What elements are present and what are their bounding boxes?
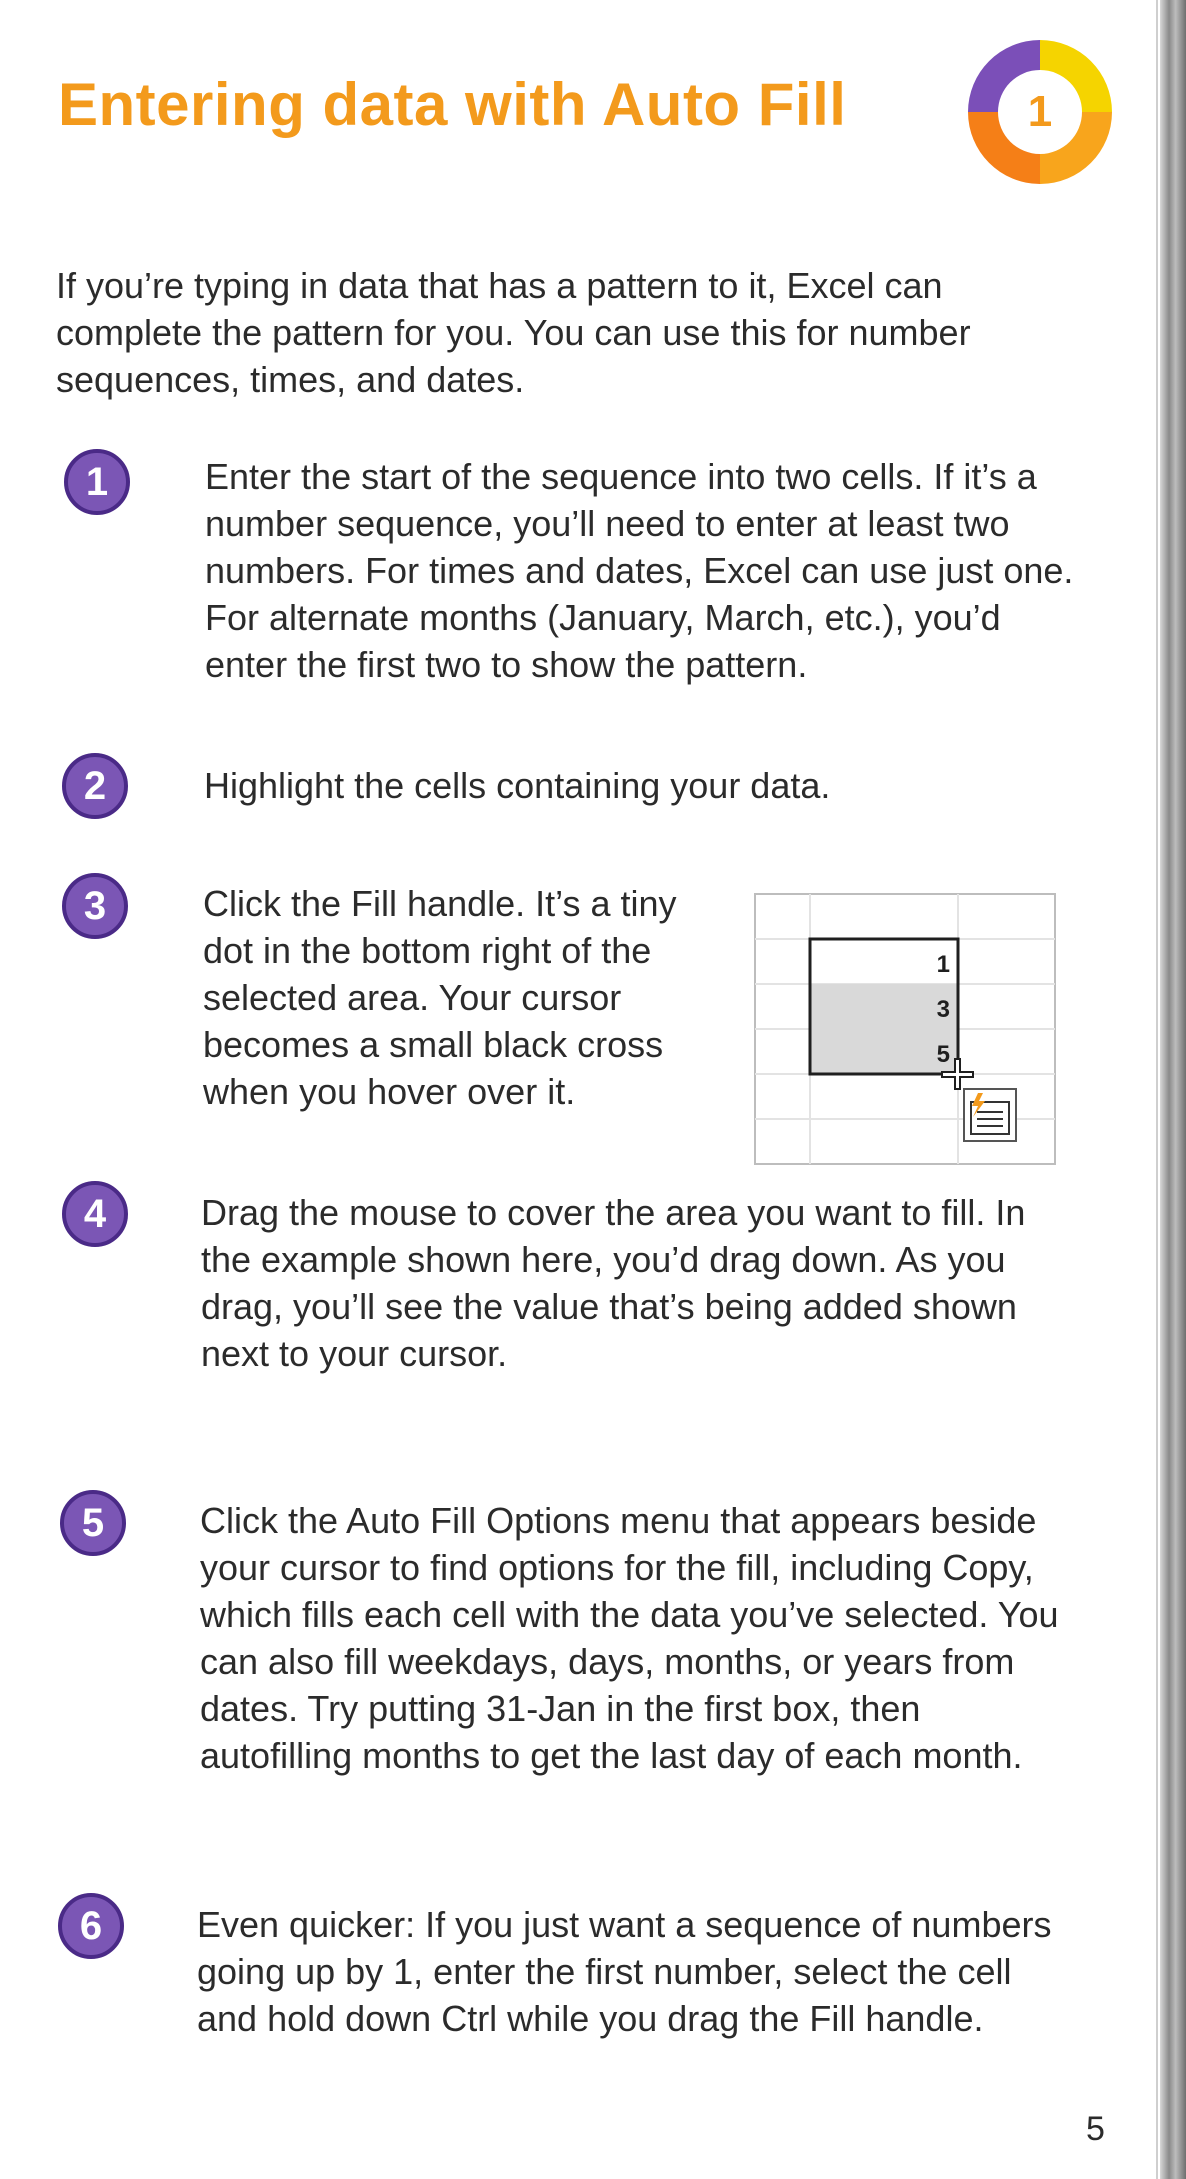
intro-paragraph: If you’re typing in data that has a pattern to it, Excel can complete the pattern for you. You can use this for number sequences, times, and dates.	[56, 265, 971, 400]
step-6-text: Even quicker: If you just want a sequence of numbers going up by 1, enter the first number, select the cell and hold down Ctrl while you drag the Fill handle.	[197, 1904, 1052, 2039]
step-4-badge: 4	[62, 1181, 128, 1247]
fill-handle-illustration	[754, 893, 1056, 1165]
cell-value: 1	[936, 951, 950, 978]
step-1-badge: 1	[64, 449, 130, 515]
cell-value: 5	[936, 1041, 950, 1068]
chapter-number: 1	[1027, 87, 1053, 136]
step-2-text: Highlight the cells containing your data.	[204, 765, 831, 806]
chapter-badge	[958, 30, 1122, 194]
step-3-badge: 3	[62, 873, 128, 939]
step-6-badge: 6	[58, 1893, 124, 1959]
step-1-text: Enter the start of the sequence into two cells. If it’s a number sequence, you’ll need to enter at least two numbers. For times and dates, Excel can use just one. For alternate months (January, March, etc.), you’d enter the first two to show the pattern.	[205, 456, 1074, 685]
step-4-text: Drag the mouse to cover the area you want to fill. In the example shown here, you’d drag down. As you drag, you’ll see the value that’s being added shown next to your cursor.	[201, 1192, 1026, 1374]
step-3-text: Click the Fill handle. It’s a tiny dot in the bottom right of the selected area. Your cursor becomes a small black cross when you hover over it.	[203, 883, 677, 1112]
step-5-text: Click the Auto Fill Options menu that appears beside your cursor to find options for the fill, including Copy, which fills each cell with the data you’ve selected. You can also fill weekdays, days, months, or years from dates. Try putting 31-Jan in the first box, then autofilling months to get the last day of each month.	[200, 1500, 1059, 1776]
page-binding-edge	[1160, 0, 1186, 2179]
page-number: 5	[1086, 2110, 1105, 2148]
page-title: Entering data with Auto Fill	[58, 71, 847, 138]
cell-value: 3	[936, 996, 950, 1023]
step-5-badge: 5	[60, 1490, 126, 1556]
page-edge-shadow	[1156, 0, 1158, 2179]
auto-fill-options-icon[interactable]	[964, 1089, 1016, 1141]
step-2-badge: 2	[62, 753, 128, 819]
